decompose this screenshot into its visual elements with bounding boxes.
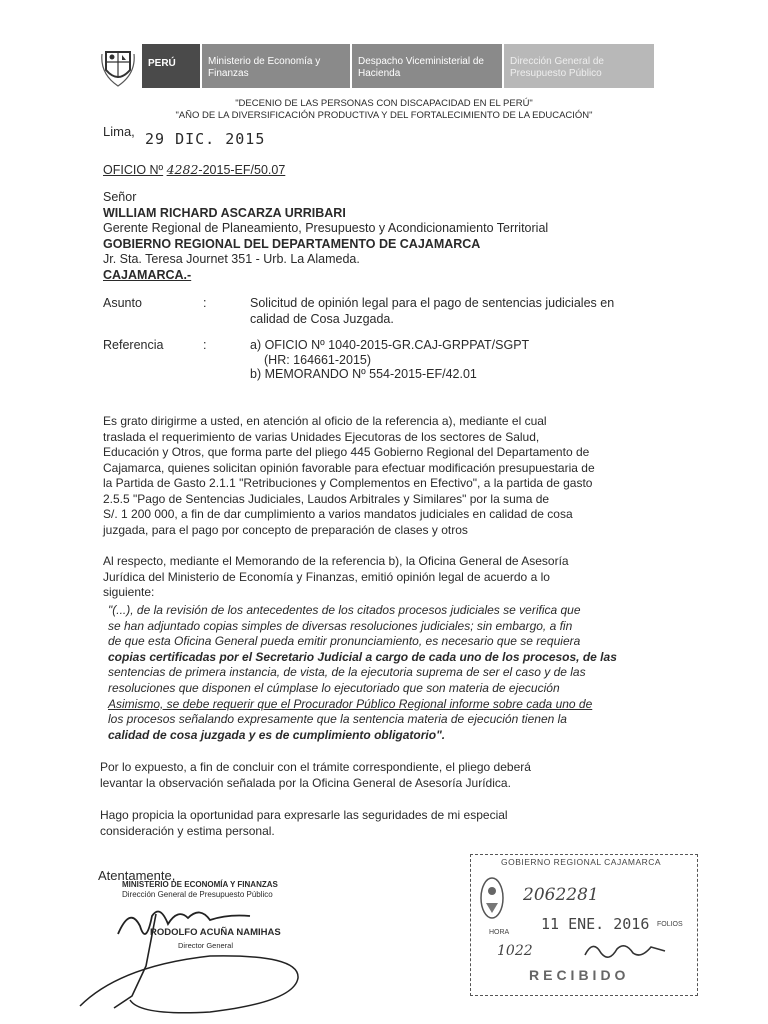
reception-stamp [470,854,698,996]
hora-label: HORA [489,929,510,936]
stamp-ministry: MINISTERIO DE ECONOMÍA Y FINANZAS [122,880,278,889]
oficio-handwritten-number: 4282 [166,162,199,177]
reception-signature-icon [581,935,671,965]
reception-date: 11 ENE. 2016 [541,915,650,933]
paragraph-2: Al respecto, mediante el Memorando de la referencia b), la Oficina General de Asesoría Jurídica del Ministerio de Economía y Finanzas, emitió opinión legal de acuerdo a lo siguiente: [103,554,569,599]
place-label: Lima, [103,124,135,139]
oficio-prefix: OFICIO Nº [103,163,164,177]
closing: Atentamente, [98,868,176,883]
referencia-text [250,338,529,382]
recipient-role: Gerente Regional de Planeamiento, Presupuesto y Acondicionamiento Territorial [103,221,549,235]
signature-name: RODOLFO ACUÑA NAMIHAS [150,927,281,938]
date-stamp: 29 DIC. 2015 [145,130,266,148]
header-direction: Dirección General de Presupuesto Público [504,44,654,88]
folios-label: FOLIOS [657,921,683,928]
signature-title: Director General [178,941,234,950]
recipient-block [103,190,548,283]
signature-icon [60,896,320,1016]
stamp-direction: Dirección General de Presupuesto Público [122,890,273,899]
header-office: Despacho Viceministerial de Hacienda [352,44,502,88]
recipient-city: CAJAMARCA.- [103,267,192,282]
reception-status: RECIBIDO [529,967,630,983]
oficio-suffix: -2015-EF/50.07 [198,163,286,177]
paragraph-1: Es grato dirigirme a usted, en atención al oficio de la referencia a), mediante el cual traslada el requerimiento de varias Unidades Ejecutoras de los sectores de Salud, Educación y Otros, que forma parte del pliego 445 Gobierno Regional del Departamento de Cajamarca, quienes solicitan opinión favorable para efectuar modificación presupuestaria de la Partida de Gasto 2.1.1 "Retribuciones y Complementos en Efectivo", a la partida de gasto 2.5.5 "Pago de Sentencias Judiciales, Laudos Arbitrales y Similares" por la suma de S/. 1 200 000, a fin de dar cumplimiento a varios mandatos judiciales en calidad de cosa juzgada, para el pago por concepto de preparación de clases y otros [103,414,595,537]
referencia-colon: : [203,338,207,352]
oficio-number [103,162,285,177]
referencia-label: Referencia [103,338,164,352]
anio-line: "AÑO DE LA DIVERSIFICACIÓN PRODUCTIVA Y DEL FORTALECIMIENTO DE LA EDUCACIÓN" [175,110,593,121]
header-ministry: Ministerio de Economía y Finanzas [202,44,350,88]
paragraph-3: Por lo expuesto, a fin de concluir con el trámite correspondiente, el pliego deberá levantar la observación señalada por la Oficina General de Asesoría Jurídica. [100,760,531,790]
paragraph-4: Hago propicia la oportunidad para expresarle las seguridades de mi especial consideración y estima personal. [100,808,508,838]
recipient-org: GOBIERNO REGIONAL DEL DEPARTAMENTO DE CAJAMARCA [103,236,481,251]
reference-hr: (HR: 164661-2015) [264,352,372,367]
reception-hour: 1022 [497,943,533,959]
asunto-text: Solicitud de opinión legal para el pago de sentencias judiciales en calidad de Cosa Juzgada. [250,296,615,326]
reference-a: a) OFICIO Nº 1040-2015-GR.CAJ-GRPPAT/SGPT [250,338,530,352]
salutation: Señor [103,190,137,204]
recipient-name: WILLIAM RICHARD ASCARZA URRIBARI [103,205,346,220]
regional-emblem-icon [477,873,507,923]
reception-number: 2062281 [523,885,599,905]
reference-b: b) MEMORANDO Nº 554-2015-EF/42.01 [250,367,477,381]
header-country: PERÚ [142,44,200,88]
legal-opinion-quote: "(...), de la revisión de los antecedentes de los citados procesos judiciales se verifica que se han adjuntado copias simples de diversas resoluciones judiciales; sin embargo, a fin de que esta Oficina General pueda emitir pronunciamiento, es necesario que se requiera copias certificadas por el Secretario Judicial a cargo de cada uno de los procesos, de las sentencias de primera instancia, de vista, de la ejecutoria suprema de ser el caso y de las resoluciones que disponen el cúmplase lo ejecutoriado que son materia de ejecución Asimismo, se debe requerir que el Procurador Público Regional informe sobre cada uno de los procesos señalando expresamente que la sentencia materia de ejecución tienen la calidad de cosa juzgada y es de cumplimiento obligatorio". [108,603,617,742]
coat-of-arms-icon [98,44,138,88]
asunto-colon: : [203,296,207,310]
institution-header [142,44,768,88]
recipient-address: Jr. Sta. Teresa Journet 351 - Urb. La Alameda. [103,252,360,266]
reception-header: GOBIERNO REGIONAL CAJAMARCA [501,857,662,867]
asunto-label: Asunto [103,296,142,310]
decenio-line: "DECENIO DE LAS PERSONAS CON DISCAPACIDAD EN EL PERÚ" [235,98,533,109]
